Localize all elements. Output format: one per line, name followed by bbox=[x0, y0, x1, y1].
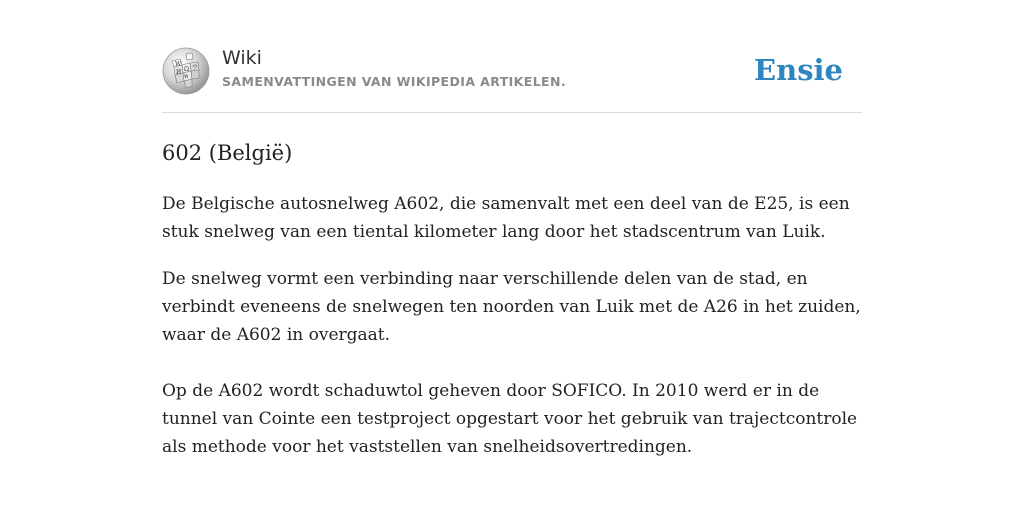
article-paragraph: De snelweg vormt een verbinding naar verschillende delen van de stad, en verbindt eveneens de snelwegen ten noorden van Luik met de A26 in het zuiden, waar de A602 in overgaat. bbox=[162, 269, 861, 345]
article-paragraph: Op de A602 wordt schaduwtol geheven door SOFICO. In 2010 werd er in de tunnel van Cointe een testproject opgestart voor het gebruik van trajectcontrole als methode voor het vaststellen van snelheidsovertredingen. bbox=[162, 381, 858, 457]
site-tagline: SAMENVATTINGEN VAN WIKIPEDIA ARTIKELEN. bbox=[222, 74, 567, 89]
svg-text:ウ: ウ bbox=[192, 64, 199, 71]
article-title: 602 (België) bbox=[162, 141, 293, 165]
svg-text:W: W bbox=[175, 61, 182, 68]
svg-text:Ω: Ω bbox=[184, 66, 189, 73]
ensie-brand-logo[interactable]: Ensie bbox=[754, 53, 843, 87]
site-name[interactable]: Wiki bbox=[222, 47, 262, 69]
svg-text:И: И bbox=[176, 69, 182, 76]
article bbox=[162, 134, 862, 461]
svg-text:ท: ท bbox=[184, 73, 188, 80]
site-header bbox=[162, 44, 862, 113]
wikipedia-globe-icon[interactable] bbox=[162, 47, 210, 95]
article-paragraph: De Belgische autosnelweg A602, die samenvalt met een deel van de E25, is een stuk snelweg van een tiental kilometer lang door het stadscentrum van Luik. bbox=[162, 194, 850, 242]
